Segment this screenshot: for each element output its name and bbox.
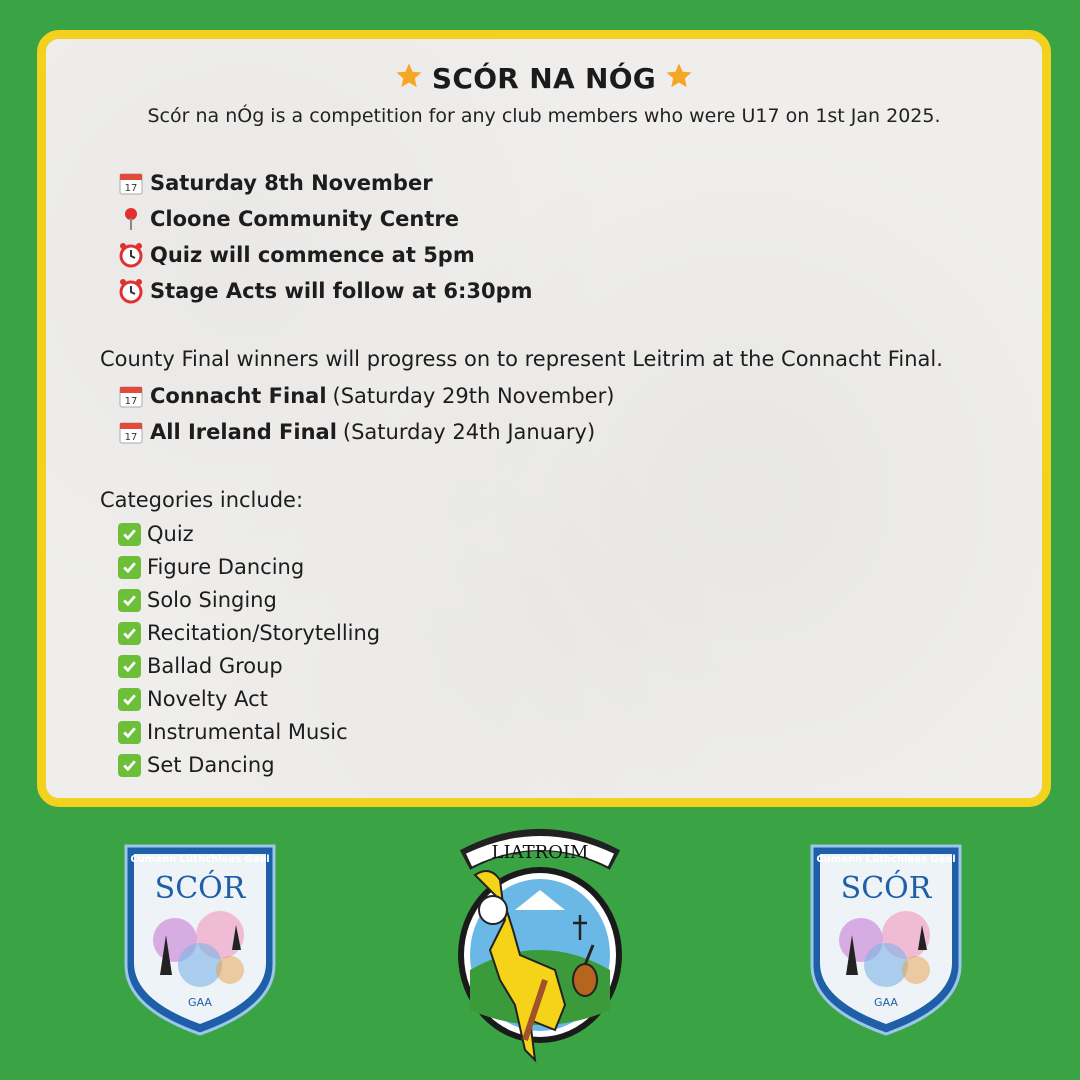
category-label: Quiz (147, 522, 194, 546)
progression-text: County Final winners will progress on to represent Leitrim at the Connacht Final. (100, 347, 943, 371)
alarm-clock-icon (118, 278, 144, 304)
star-icon (394, 61, 424, 96)
check-box-icon (118, 688, 141, 711)
final-date: (Saturday 29th November) (332, 384, 615, 408)
check-box-icon (118, 721, 141, 744)
categories-heading: Categories include: (100, 488, 304, 512)
svg-text:17: 17 (124, 396, 138, 407)
check-box-icon (118, 754, 141, 777)
intro-text: Scór na nÓg is a competition for any club members who were U17 on 1st Jan 2025. (147, 105, 941, 127)
check-box-icon (118, 556, 141, 579)
final-date: (Saturday 24th January) (342, 420, 596, 444)
stage-time: Stage Acts will follow at 6:30pm (150, 279, 533, 303)
category-label: Figure Dancing (147, 555, 305, 579)
scor-logo-right (806, 840, 966, 1040)
quiz-time-line (118, 242, 475, 268)
svg-text:GAA: GAA (874, 996, 898, 1009)
category-item (118, 522, 194, 546)
category-label: Ballad Group (147, 654, 283, 678)
svg-text:17: 17 (124, 432, 138, 443)
quiz-time: Quiz will commence at 5pm (150, 243, 475, 267)
category-item (118, 588, 277, 612)
final-name: Connacht Final (150, 384, 327, 408)
category-item (118, 720, 348, 744)
category-label: Novelty Act (147, 687, 268, 711)
calendar-icon (118, 419, 144, 445)
liatroim-crest (445, 820, 635, 1070)
calendar-icon (118, 383, 144, 409)
svg-text:GAA: GAA (188, 996, 212, 1009)
category-item (118, 654, 283, 678)
check-box-icon (118, 589, 141, 612)
category-item (118, 555, 304, 579)
map-pin-icon (118, 206, 144, 232)
check-box-icon (118, 655, 141, 678)
info-card (37, 30, 1051, 807)
event-venue: Cloone Community Centre (150, 207, 459, 231)
event-date-line (118, 170, 433, 196)
check-box-icon (118, 523, 141, 546)
svg-text:SCÓR: SCÓR (154, 871, 246, 906)
category-label: Solo Singing (147, 588, 277, 612)
category-label: Set Dancing (147, 753, 275, 777)
stage-time-line (118, 278, 533, 304)
alarm-clock-icon (118, 242, 144, 268)
category-item (118, 687, 268, 711)
svg-text:Cumann Lúthchleas Gael: Cumann Lúthchleas Gael (816, 854, 956, 865)
page-title: SCÓR NA NÓG (431, 62, 657, 95)
event-date: Saturday 8th November (150, 171, 433, 195)
final-line (118, 419, 595, 445)
title-row (46, 61, 1042, 96)
calendar-icon (118, 170, 144, 196)
star-icon (664, 61, 694, 96)
final-line (118, 383, 614, 409)
svg-text:LIATROIM: LIATROIM (491, 842, 589, 863)
category-item (118, 753, 275, 777)
category-item (118, 621, 380, 645)
event-venue-line (118, 206, 459, 232)
svg-text:Cumann Lúthchleas Gael: Cumann Lúthchleas Gael (130, 854, 270, 865)
svg-text:SCÓR: SCÓR (840, 871, 932, 906)
svg-text:17: 17 (124, 183, 138, 194)
final-name: All Ireland Final (150, 420, 337, 444)
category-label: Instrumental Music (147, 720, 348, 744)
check-box-icon (118, 622, 141, 645)
category-label: Recitation/Storytelling (147, 621, 381, 645)
scor-logo-left (120, 840, 280, 1040)
